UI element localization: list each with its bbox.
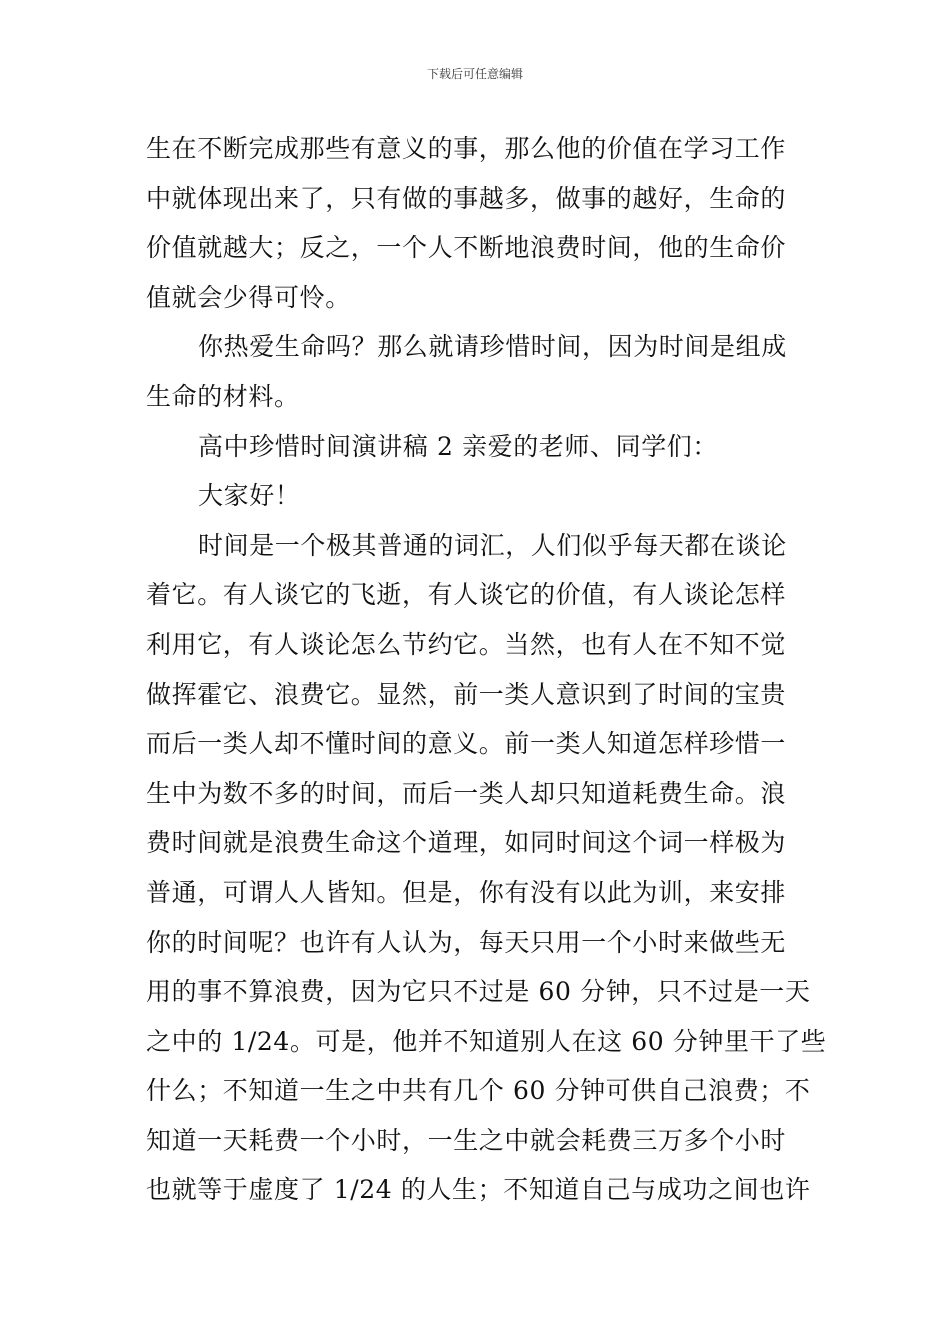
text-line: 中就体现出来了，只有做的事越多，做事的越好，生命的 [146, 183, 787, 213]
text-line: 生中为数不多的时间，而后一类人却只知道耗费生命。浪 [146, 778, 787, 808]
text-line: 时间是一个极其普通的词汇，人们似乎每天都在谈论 [198, 530, 787, 560]
text-line: 用的事不算浪费，因为它只不过是 60 分钟，只不过是一天 [146, 977, 811, 1007]
text-line: 什么；不知道一生之中共有几个 60 分钟可供自己浪费；不 [146, 1076, 811, 1106]
text-line: 费时间就是浪费生命这个道理，如同时间这个词一样极为 [146, 828, 787, 858]
text-line: 生命的材料。 [146, 381, 300, 411]
page-header: 下载后可任意编辑 [426, 67, 523, 81]
text-line: 着它。有人谈它的飞逝，有人谈它的价值，有人谈论怎样 [146, 580, 787, 610]
text-line: 普通，可谓人人皆知。但是，你有没有以此为训，来安排 [146, 877, 787, 907]
text-line: 你热爱生命吗？那么就请珍惜时间，因为时间是组成 [198, 332, 787, 362]
text-line: 而后一类人却不懂时间的意义。前一类人知道怎样珍惜一 [146, 729, 787, 759]
text-line: 做挥霍它、浪费它。显然，前一类人意识到了时间的宝贵 [146, 679, 787, 709]
text-line: 你的时间呢？也许有人认为，每天只用一个小时来做些无 [146, 927, 787, 957]
text-line: 生在不断完成那些有意义的事，那么他的价值在学习工作 [146, 134, 787, 163]
text-line: 也就等于虚度了 1/24 的人生；不知道自己与成功之间也许 [146, 1175, 811, 1205]
text-line: 价值就越大；反之，一个人不断地浪费时间，他的生命价 [146, 233, 787, 263]
text-line: 值就会少得可怜。 [146, 282, 351, 312]
document-body [146, 124, 827, 1215]
text-line: 知道一天耗费一个小时，一生之中就会耗费三万多个小时 [146, 1125, 787, 1155]
text-line: 之中的 1/24。可是，他并不知道别人在这 60 分钟里干了些 [146, 1026, 827, 1056]
text-line: 利用它，有人谈论怎么节约它。当然，也有人在不知不觉 [146, 629, 787, 659]
text-line: 大家好！ [198, 481, 301, 511]
text-line: 高中珍惜时间演讲稿 2 亲爱的老师、同学们： [198, 431, 719, 461]
